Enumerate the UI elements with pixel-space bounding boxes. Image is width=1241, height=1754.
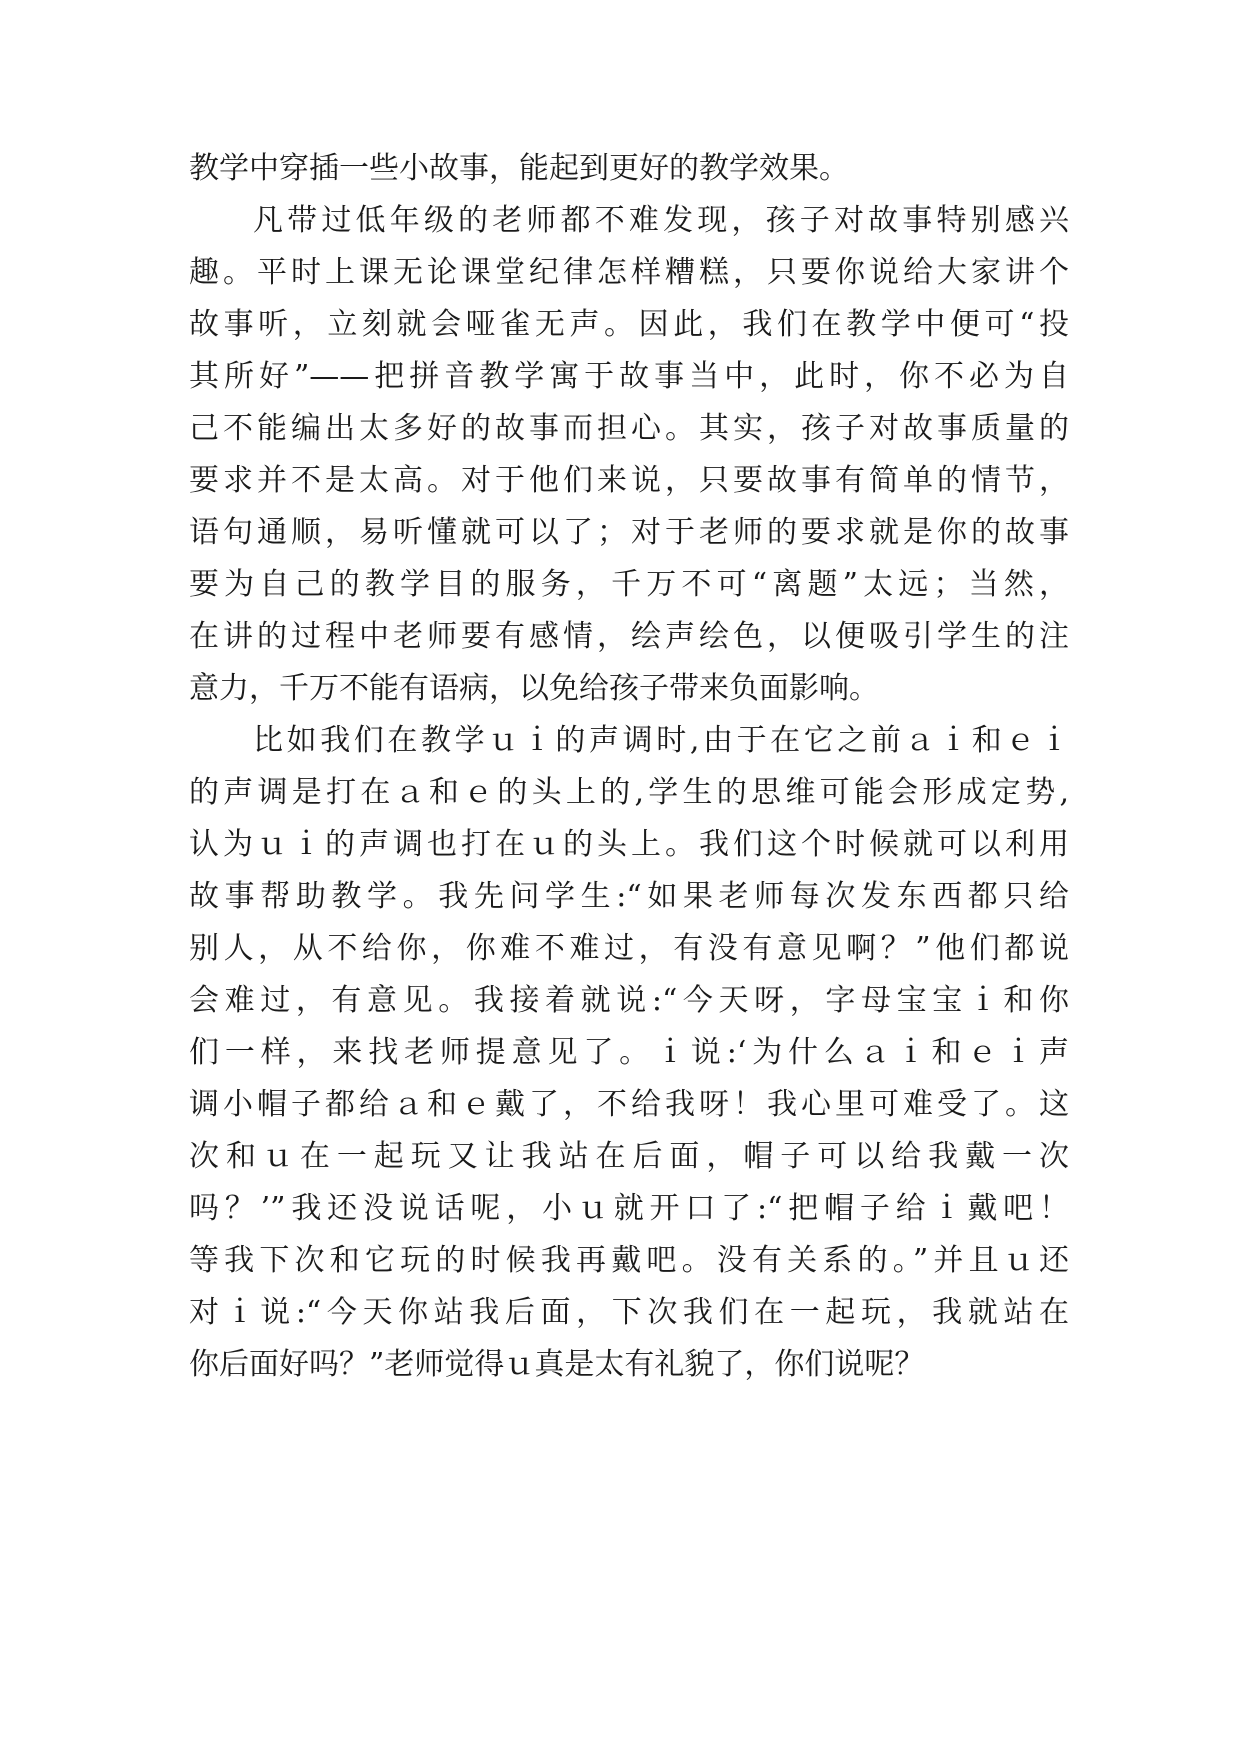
text-line: 要求并不是太高。对于他们来说，只要故事有简单的情节， [189,463,1069,498]
text-line: 教学中穿插一些小故事，能起到更好的教学效果。 [189,151,849,186]
text-line: 们一样，来找老师提意见了。ｉ说:‘为什么ａｉ和ｅｉ声 [189,1035,1069,1070]
text-line: 别人，从不给你，你难不难过，有没有意见啊？”他们都说 [189,931,1069,966]
text-line: 对ｉ说:“今天你站我后面，下次我们在一起玩，我就站在 [189,1295,1069,1330]
text-line: 故事听，立刻就会哑雀无声。因此，我们在教学中便可“投 [189,307,1069,342]
text-line: 语句通顺，易听懂就可以了；对于老师的要求就是你的故事 [189,515,1069,550]
text-line: 趣。平时上课无论课堂纪律怎样糟糕，只要你说给大家讲个 [189,255,1069,290]
text-line: 等我下次和它玩的时候我再戴吧。没有关系的。”并且ｕ还 [189,1243,1069,1278]
text-line: 你后面好吗？”老师觉得ｕ真是太有礼貌了，你们说呢？ [189,1347,925,1382]
text-line: 会难过，有意见。我接着就说:“今天呀，字母宝宝ｉ和你 [189,983,1069,1018]
text-line: 比如我们在教学ｕｉ的声调时,由于在它之前ａｉ和ｅｉ [253,723,1069,758]
text-line: 在讲的过程中老师要有感情，绘声绘色，以便吸引学生的注 [189,619,1069,654]
text-line: 凡带过低年级的老师都不难发现，孩子对故事特别感兴 [253,203,1069,238]
text-line: 要为自己的教学目的服务，千万不可“离题”太远；当然， [189,567,1069,602]
text-line: 次和ｕ在一起玩又让我站在后面，帽子可以给我戴一次 [189,1139,1069,1174]
text-line: 的声调是打在ａ和ｅ的头上的,学生的思维可能会形成定势, [189,775,1069,810]
text-line: 调小帽子都给ａ和ｅ戴了，不给我呀！我心里可难受了。这 [189,1087,1069,1122]
text-line: 吗？’”我还没说话呢，小ｕ就开口了:“把帽子给ｉ戴吧！ [189,1191,1069,1226]
text-line: 认为ｕｉ的声调也打在ｕ的头上。我们这个时候就可以利用 [189,827,1069,862]
text-line: 己不能编出太多好的故事而担心。其实，孩子对故事质量的 [189,411,1069,446]
text-line: 意力，千万不能有语病，以免给孩子带来负面影响。 [189,671,879,706]
text-line: 其所好”——把拼音教学寓于故事当中，此时，你不必为自 [189,359,1069,394]
text-line: 故事帮助教学。我先问学生:“如果老师每次发东西都只给 [189,879,1069,914]
